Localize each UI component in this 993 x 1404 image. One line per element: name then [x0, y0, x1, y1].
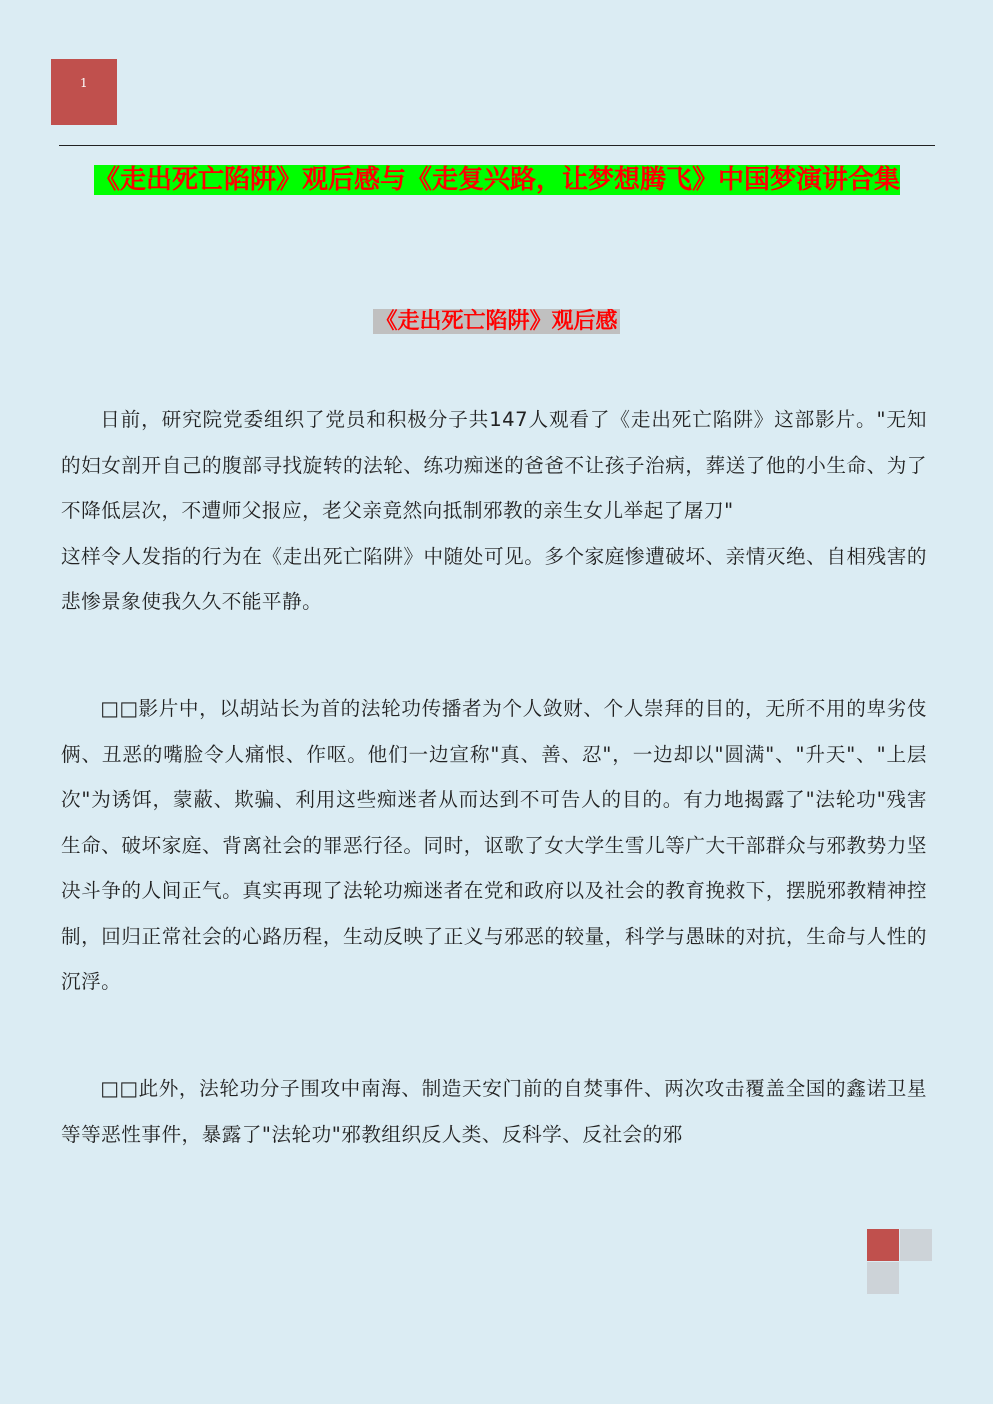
document-title — [59, 162, 935, 198]
page-number: 1 — [80, 76, 88, 90]
corner-decoration-red — [867, 1229, 899, 1261]
paragraph-1-text: 日前，研究院党委组织了党员和积极分子共147人观看了《走出死亡陷阱》这部影片。"无知的妇女剖开自己的腹部寻找旋转的法轮、练功痴迷的爸爸不让孩子治病，葬送了他的小生命、为了不降低层次，不遭师父报应，老父亲竟然向抵制邪教的亲生女儿举起了屠刀" — [61, 408, 927, 522]
paragraph-2: □□影片中，以胡站长为首的法轮功传播者为个人敛财、个人崇拜的目的，无所不用的卑劣伎俩、丑恶的嘴脸令人痛恨、作呕。他们一边宣称"真、善、忍"，一边却以"圆满"、"升天"、"上层次"为诱饵，蒙蔽、欺骗、利用这些痴迷者从而达到不可告人的目的。有力地揭露了"法轮功"残害生命、破坏家庭、背离社会的罪恶行径。同时，讴歌了女大学生雪儿等广大干部群众与邪教势力坚决斗争的人间正气。真实再现了法轮功痴迷者在党和政府以及社会的教育挽救下，摆脱邪教精神控制，回归正常社会的心路历程，生动反映了正义与邪恶的较量，科学与愚昧的对抗，生命与人性的沉浮。 — [61, 697, 927, 993]
section-title — [0, 305, 993, 339]
paragraph-3: □□此外，法轮功分子围攻中南海、制造天安门前的自焚事件、两次攻击覆盖全国的鑫诺卫星等等恶性事件，暴露了"法轮功"邪教组织反人类、反科学、反社会的邪 — [61, 1077, 927, 1146]
paragraph-1 — [61, 397, 927, 625]
section-title-text: 《走出死亡陷阱》观后感 — [375, 309, 618, 334]
corner-decoration-gray — [900, 1229, 932, 1261]
document-title-text: 《走出死亡陷阱》观后感与《走复兴路，让梦想腾飞》中国梦演讲合集 — [93, 165, 900, 195]
paragraph-1-continuation: 这样令人发指的行为在《走出死亡陷阱》中随处可见。多个家庭惨遭破坏、亲情灭绝、自相残害的悲惨景象使我久久不能平静。 — [61, 544, 927, 613]
corner-decoration-gray-lower — [867, 1262, 899, 1294]
header-rule — [59, 145, 935, 146]
page-number-box — [51, 59, 117, 125]
